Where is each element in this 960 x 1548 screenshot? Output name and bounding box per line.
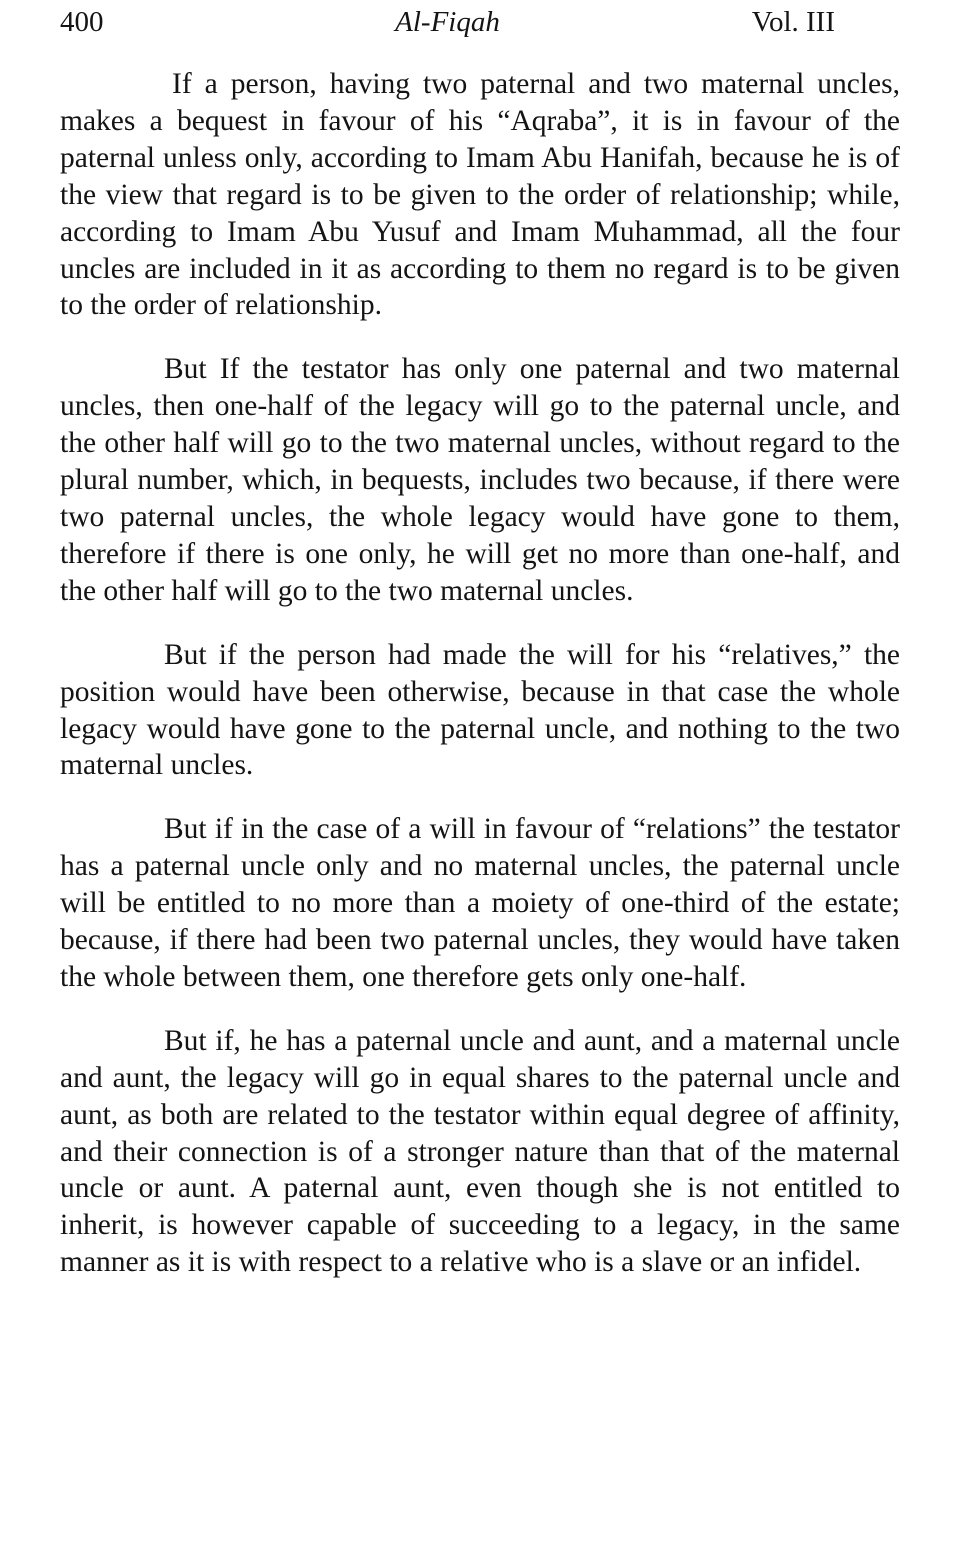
paragraph-5: But if, he has a paternal uncle and aunt, and a maternal uncle and aunt, the legacy will go in equal shares to the paternal uncle and aunt, as both are related to the testator within equal degree of affinity, and their connection is of a stronger nature than that of the maternal uncle or aunt. A paternal aunt, even though she is not entitled to inherit, is however capable of succeeding to a legacy, in the same manner as it is with respect to a relative who is a slave or an infidel. [60, 1024, 900, 1279]
body-text [60, 66, 900, 1281]
running-title: Al-Fiqah [395, 6, 500, 38]
paragraph-4: But if in the case of a will in favour of “relations” the testator has a paternal uncle only and no maternal uncles, the paternal uncle will be entitled to no more than a moiety of one-third of the estate; because, if there had been two paternal uncles, they would have taken the whole between them, one therefore gets only one-half. [60, 813, 900, 993]
page-header [60, 2, 835, 42]
paragraph-3: But if the person had made the will for his “relatives,” the position would have been otherwise, because in that case the whole legacy would have gone to the paternal uncle, and nothing to the two maternal uncles. [60, 638, 900, 782]
page-number: 400 [60, 6, 104, 38]
paragraph-1: If a person, having two paternal and two maternal uncles, makes a bequest in favour of his “Aqraba”, it is in favour of the paternal unless only, according to Imam Abu Hanifah, because he is of the view that regard is to be given to the order of relationship; while, according to Imam Abu Yusuf and Imam Muhammad, all the four uncles are included in it as according to them no regard is to be given to the order of relationship. [60, 68, 900, 322]
volume-label: Vol. III [751, 6, 835, 38]
paragraph-2: But If the testator has only one paternal and two maternal uncles, then one-half of the legacy will go to the paternal uncle, and the other half will go to the two maternal uncles, without regard to the plural number, which, in bequests, includes two because, if there were two paternal uncles, the whole legacy would have gone to them, therefore if there is one only, he will get no more than one-half, and the other half will go to the two maternal uncles. [60, 353, 900, 607]
